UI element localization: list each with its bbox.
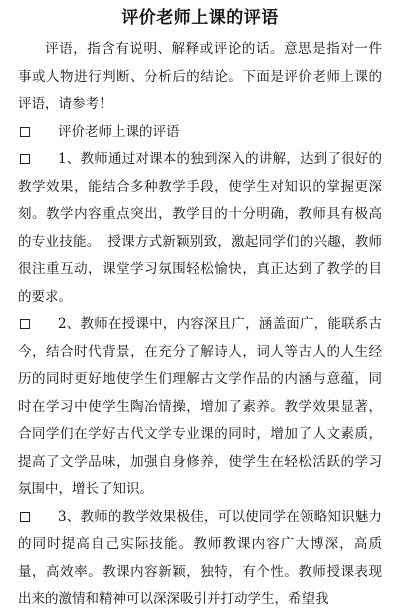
intro-paragraph: 评语，指含有说明、解释或评论的话。意思是指对一件事或人物进行判断、分析后的结论。下面是评价老师上课的评语，请参考！ [18,41,382,112]
checkbox-icon [20,512,30,522]
item-number: 2、 [58,316,81,332]
item-number: 1、 [58,151,81,167]
list-item-2 [18,311,382,504]
checkbox-icon [20,127,30,137]
item-number: 3、 [58,508,81,525]
list-item-1 [18,146,382,311]
checkbox-icon [20,319,30,329]
list-item-3 [18,504,382,614]
item-text: 教师通过对课本的独到深入的讲解，达到了很好的教学效果，能结合多种教学手段，使学生对知识的掌握更深刻。教学内容重点突出，教学目的十分明确，教师具有极高的专业技能。 授课方式新颖别致，激起同学们的兴趣，教师很注重互动，课堂学习氛围轻松愉快，真正达到了教学的目的要求。 [18,151,383,305]
document-title: 评价老师上课的评语 [121,8,279,28]
item-text: 教师在授课中，内容深且广，涵盖面广，能联系古今，结合时代背景，在充分了解诗人，词人等古人的人生经历的同时更好地使学生们理解古文学作品的内涵与意蕴，同时在学习中使学生陶冶情操，增加了素养。教学效果显著，合同学们在学好古代文学专业课的同时，增加了人文素质，提高了文学品味，加强自身修养，使学生在轻松活跃的学习氛围中，增长了知识。 [18,316,383,497]
section-heading-line [18,119,382,147]
section-heading: 评价老师上课的评语 [58,123,180,140]
item-text: 教师的教学效果极佳，可以使同学在领略知识魅力的同时提高自己实际技能。教师教课内容广大博深，高质量，高效率。教课内容新颖，独特，有个性。教师授课表现出来的激情和精神可以深深吸引并打动学生，希望我 [18,508,383,607]
checkbox-icon [20,154,30,164]
